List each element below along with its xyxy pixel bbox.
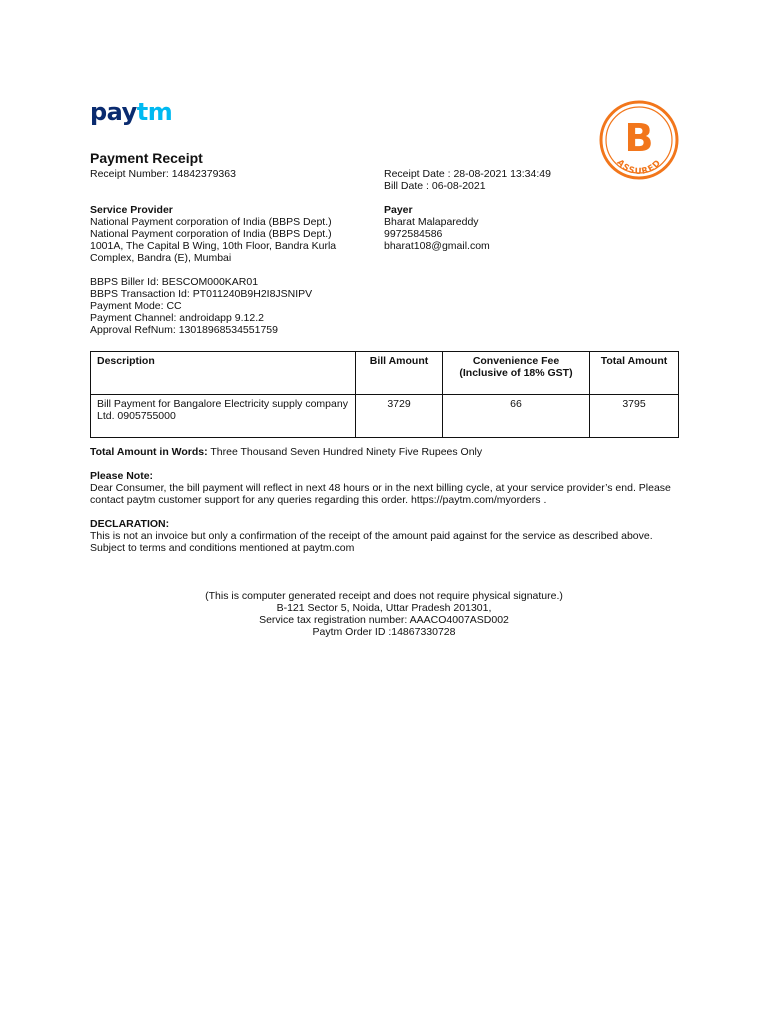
- payer-name: Bharat Malapareddy: [384, 216, 479, 228]
- footer-address: B-121 Sector 5, Noida, Uttar Pradesh 201301,: [276, 602, 492, 614]
- payer-phone: 9972584586: [384, 228, 443, 240]
- declaration-line-1: This is not an invoice but only a confirmation of the receipt of the amount paid against for the service as described above.: [90, 530, 653, 542]
- header-fee-line-1: Convenience Fee: [472, 355, 560, 367]
- table-row: [91, 395, 679, 438]
- footer-tax-registration: Service tax registration number: AAACO4007ASD002: [259, 614, 509, 626]
- approval-refnum: Approval RefNum: 13018968534551759: [90, 324, 278, 336]
- badge-assured-text: ASSURED: [614, 157, 664, 178]
- row-description-line-1: Bill Payment for Bangalore Electricity supply company: [97, 398, 348, 410]
- receipt-number: Receipt Number: 14842379363: [90, 168, 236, 180]
- payment-mode: Payment Mode: CC: [90, 300, 182, 312]
- provider-line-4: Complex, Bandra (E), Mumbai: [90, 252, 232, 264]
- header-fee-line-2: (Inclusive of 18% GST): [459, 367, 573, 379]
- payer-email: bharat108@gmail.com: [384, 240, 490, 252]
- bbps-biller-id: BBPS Biller Id: BESCOM000KAR01: [90, 276, 259, 288]
- total-words-value: Three Thousand Seven Hundred Ninety Five Rupees Only: [207, 446, 483, 458]
- provider-line-1: National Payment corporation of India (BBPS Dept.): [90, 216, 332, 228]
- total-words-label: Total Amount in Words:: [90, 446, 208, 458]
- row-description-line-2: Ltd. 0905755000: [97, 410, 176, 422]
- logo-tm-text: tm: [136, 98, 173, 126]
- page-title: Payment Receipt: [90, 150, 203, 166]
- row-bill-amount: 3729: [356, 395, 443, 438]
- header-convenience-fee: [443, 352, 590, 395]
- note-line-1: Dear Consumer, the bill payment will reflect in next 48 hours or in the next billing cycle, at your service provider’s end. Please: [90, 482, 671, 494]
- row-total-amount: 3795: [590, 395, 679, 438]
- badge-letter: B: [624, 116, 654, 160]
- footer-order-id: Paytm Order ID :14867330728: [312, 626, 456, 638]
- row-description: [91, 395, 356, 438]
- header-bill-amount: Bill Amount: [356, 352, 443, 395]
- payer-heading: Payer: [384, 204, 413, 216]
- payment-table: [90, 351, 679, 438]
- logo-pay-text: pay: [90, 98, 137, 126]
- header-total-amount: Total Amount: [590, 352, 679, 395]
- provider-line-3: 1001A, The Capital B Wing, 10th Floor, Bandra Kurla: [90, 240, 337, 252]
- note-heading: Please Note:: [90, 470, 154, 482]
- declaration-line-2: Subject to terms and conditions mentioned at paytm.com: [90, 542, 355, 554]
- service-provider-heading: Service Provider: [90, 204, 173, 216]
- payment-channel: Payment Channel: androidapp 9.12.2: [90, 312, 264, 324]
- provider-line-2: National Payment corporation of India (BBPS Dept.): [90, 228, 332, 240]
- paytm-logo: [90, 98, 172, 126]
- total-in-words: [90, 446, 690, 458]
- table-header-row: [91, 352, 679, 395]
- declaration-heading: DECLARATION:: [90, 518, 170, 530]
- note-line-2: contact paytm customer support for any queries regarding this order. https://paytm.com/myorders .: [90, 494, 547, 506]
- header-description: Description: [91, 352, 356, 395]
- bill-date: Bill Date : 06-08-2021: [384, 180, 486, 192]
- bbps-transaction-id: BBPS Transaction Id: PT011240B9H2I8JSNIPV: [90, 288, 313, 300]
- receipt-date: Receipt Date : 28-08-2021 13:34:49: [384, 168, 551, 180]
- row-convenience-fee: 66: [443, 395, 590, 438]
- footer-disclaimer: (This is computer generated receipt and does not require physical signature.): [205, 590, 563, 602]
